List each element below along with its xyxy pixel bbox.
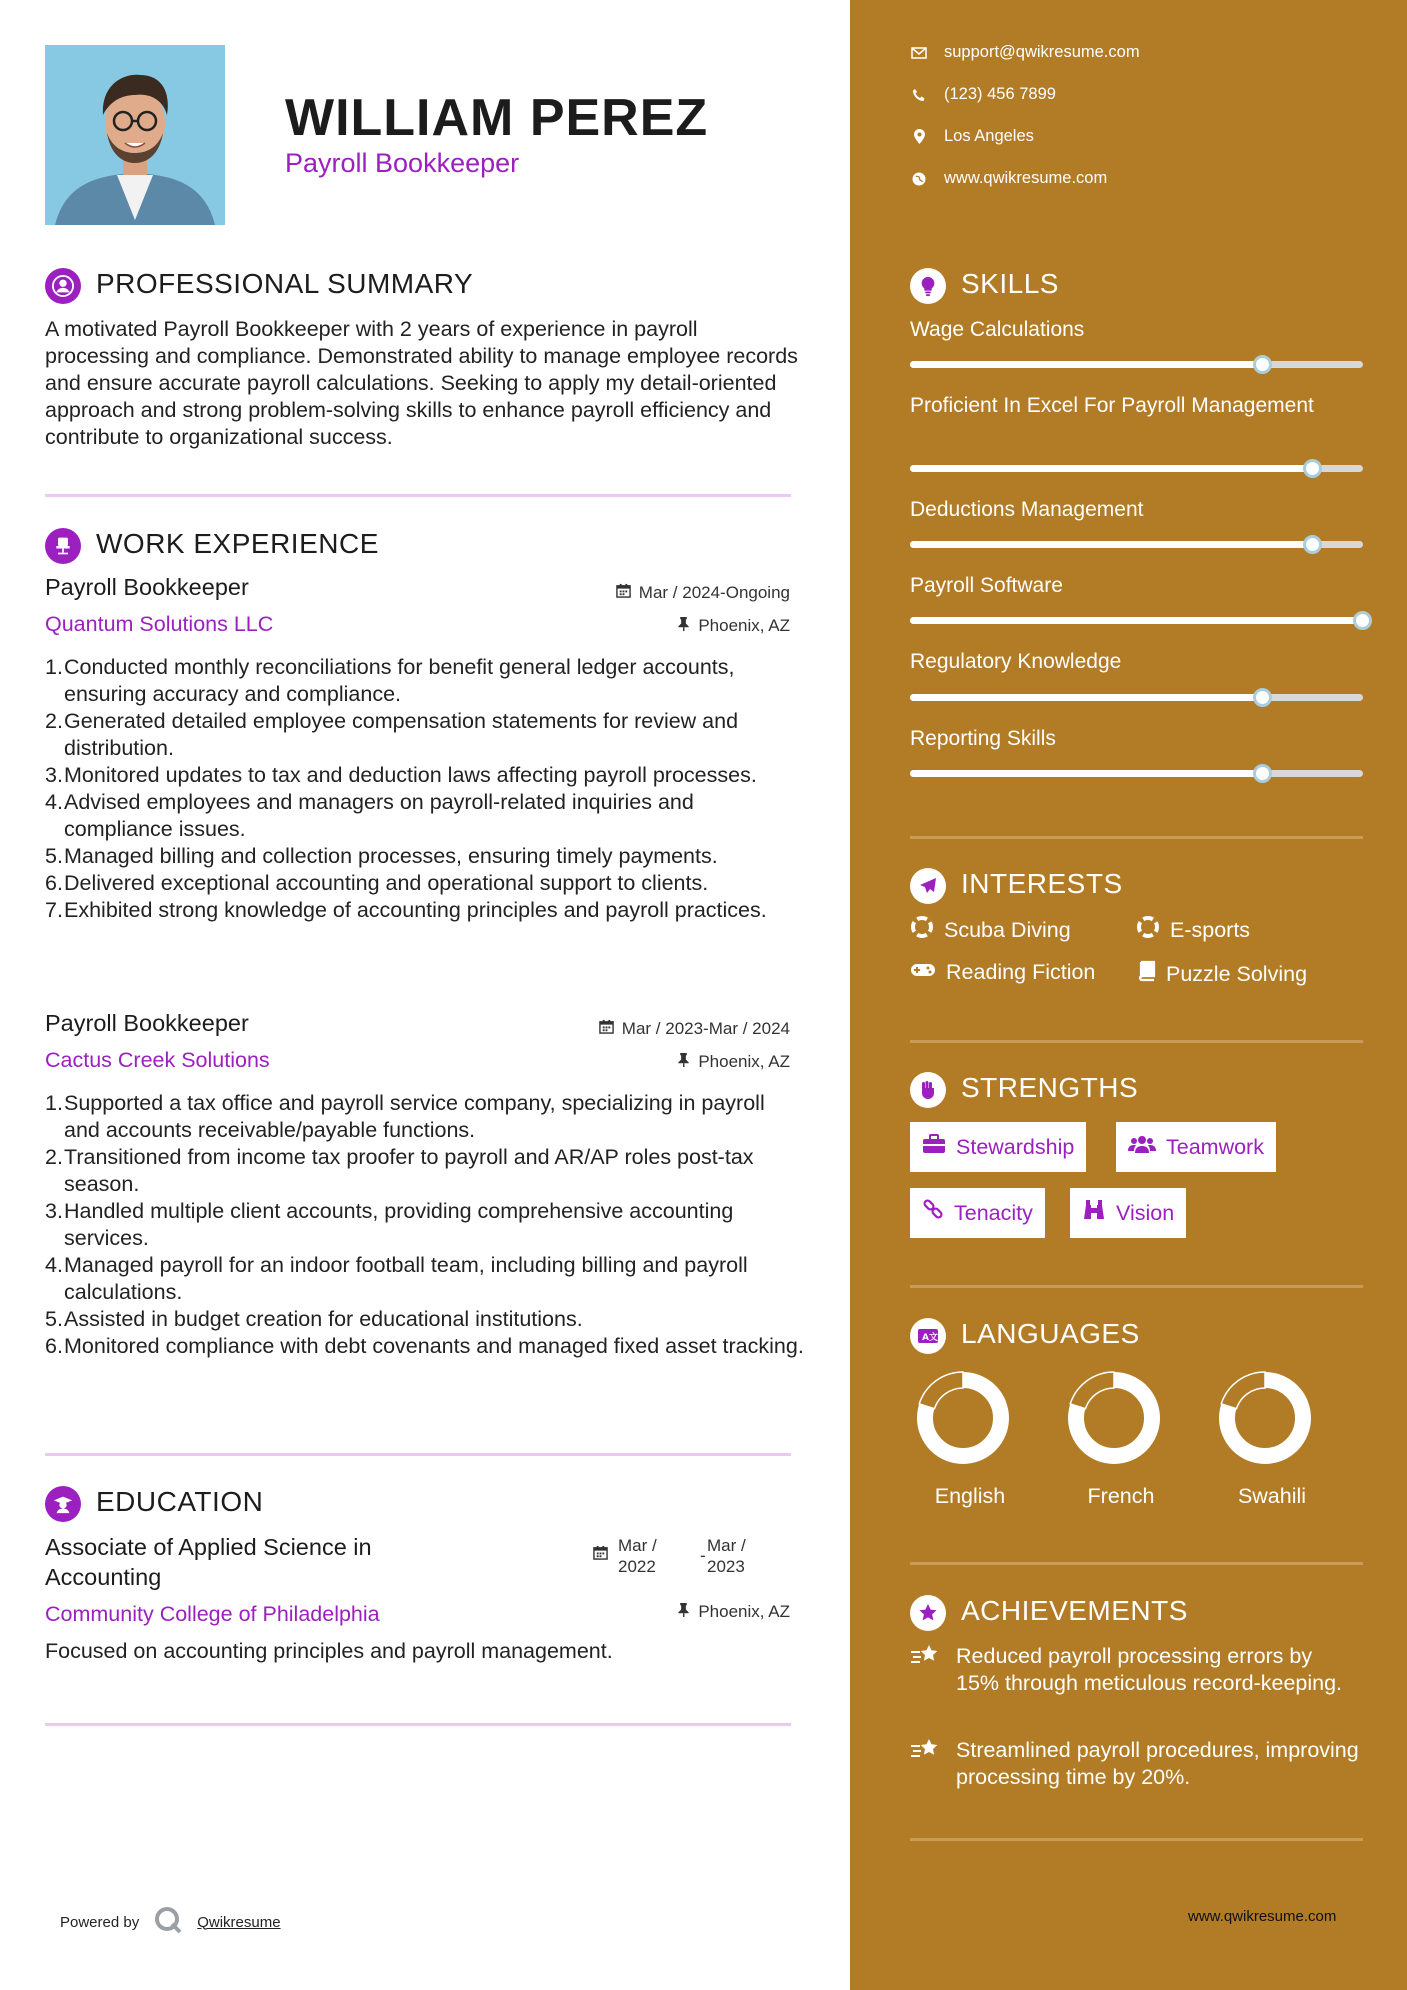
education-end-date: Mar / 2023: [707, 1536, 746, 1576]
language-ring: [1066, 1370, 1162, 1466]
language-icon: [910, 1318, 946, 1354]
achievements-heading: ACHIEVEMENTS: [961, 1595, 1188, 1626]
skill-level-knob: [1253, 688, 1272, 707]
achievement-item: Streamlined payroll procedures, improving processing time by 20%.: [910, 1737, 1360, 1791]
book-icon: [1136, 960, 1156, 988]
list-item: 6. Monitored compliance with debt covenants and managed fixed asset tracking.: [45, 1334, 804, 1358]
strength-badge: Tenacity: [910, 1188, 1045, 1238]
list-item: 6. Delivered exceptional accounting and operational support to clients.: [45, 871, 709, 895]
language-label: French: [1087, 1484, 1155, 1508]
svg-text:A: A: [922, 1333, 929, 1343]
users-icon: [1128, 1134, 1156, 1160]
language-ring: [915, 1370, 1011, 1466]
contact-website: www.qwikresume.com: [910, 169, 1107, 188]
list-item: 1. Conducted monthly reconciliations for benefit general ledger accounts, ensuring accuracy and compliance.: [45, 655, 735, 706]
job-role: Payroll Bookkeeper: [45, 1010, 249, 1036]
summary-heading: PROFESSIONAL SUMMARY: [96, 268, 474, 299]
list-item: 2. Generated detailed employee compensation statements for review and distribution.: [45, 709, 739, 760]
languages-heading: LANGUAGES: [961, 1318, 1140, 1349]
section-divider: [910, 836, 1363, 839]
job-company: Cactus Creek Solutions: [45, 1048, 270, 1072]
section-divider: [45, 494, 791, 497]
calendar-icon: [599, 1019, 614, 1039]
school-name: Community College of Philadelphia: [45, 1602, 380, 1626]
degree-name: Associate of Applied Science in Accounting: [45, 1534, 372, 1590]
svg-text:文: 文: [929, 1333, 939, 1343]
section-divider: [45, 1453, 791, 1456]
job-duties-list: [45, 1090, 805, 1360]
education-description: Focused on accounting principles and payroll management.: [45, 1639, 613, 1663]
calendar-icon: [593, 1545, 608, 1565]
graduate-icon: [45, 1486, 81, 1522]
language-ring: [1217, 1370, 1313, 1466]
list-item: 4. Advised employees and managers on payroll-related inquiries and compliance issues.: [45, 790, 694, 841]
language-ring-remaining: [919, 1372, 963, 1409]
strength-badge: Teamwork: [1116, 1122, 1276, 1172]
skill-bar: [910, 541, 1363, 548]
skill-level-knob: [1303, 459, 1322, 478]
interest-item: Scuba Diving: [910, 915, 1071, 945]
list-item: 5. Assisted in budget creation for educational institutions.: [45, 1307, 583, 1331]
briefcase-icon: [922, 1134, 946, 1160]
user-icon: [45, 268, 81, 304]
binoculars-icon: [1082, 1199, 1106, 1227]
list-item: 1. Supported a tax office and payroll service company, specializing in payroll and accounts receivable/payable functions.: [45, 1091, 765, 1142]
skill-level-knob: [1253, 764, 1272, 783]
candidate-name: WILLIAM PEREZ: [285, 89, 709, 147]
skill-label: Regulatory Knowledge: [910, 650, 1122, 673]
section-divider: [910, 1285, 1363, 1288]
gamepad-icon: [910, 960, 936, 985]
globe-icon: [910, 172, 928, 186]
pin-icon: [677, 1602, 690, 1622]
school-location: Phoenix, AZ: [677, 1602, 790, 1622]
section-divider: [45, 1723, 791, 1726]
pin-icon: [677, 616, 690, 636]
strengths-heading: STRENGTHS: [961, 1072, 1139, 1103]
list-item: 7. Exhibited strong knowledge of accounting principles and payroll practices.: [45, 898, 767, 922]
lightbulb-icon: [910, 268, 946, 304]
qwikresume-logo-icon: [153, 1905, 183, 1939]
education-start-date: Mar / 2022: [618, 1536, 657, 1576]
skill-bar: [910, 465, 1363, 472]
list-item: 3. Monitored updates to tax and deduction laws affecting payroll processes.: [45, 763, 757, 787]
powered-by: Powered by Qwikresume: [60, 1905, 281, 1939]
skill-bar: [910, 694, 1363, 701]
chair-icon: [45, 528, 81, 564]
section-divider: [910, 1040, 1363, 1043]
link-icon: [922, 1199, 944, 1227]
map-marker-icon: [910, 129, 928, 144]
skill-level-knob: [1353, 611, 1372, 630]
skill-level-knob: [1253, 355, 1272, 374]
star-badge-icon: [910, 1595, 946, 1631]
skill-bar: [910, 770, 1363, 777]
qwikresume-link[interactable]: Qwikresume: [197, 1913, 281, 1931]
contact-location: Los Angeles: [910, 127, 1034, 146]
skill-label: Reporting Skills: [910, 727, 1056, 750]
achievement-item: Reduced payroll processing errors by 15% through meticulous record-keeping.: [910, 1643, 1360, 1697]
skills-heading: SKILLS: [961, 268, 1059, 299]
strength-badge: Stewardship: [910, 1122, 1086, 1172]
job-location: Phoenix, AZ: [677, 1052, 790, 1072]
language-label: Swahili: [1237, 1484, 1307, 1508]
paper-plane-icon: [910, 868, 946, 904]
interests-heading: INTERESTS: [961, 868, 1123, 899]
list-item: 5. Managed billing and collection processes, ensuring timely payments.: [45, 844, 718, 868]
profile-photo: [45, 45, 225, 225]
job-company: Quantum Solutions LLC: [45, 612, 274, 636]
list-item: 3. Handled multiple client accounts, providing comprehensive accounting services.: [45, 1199, 734, 1250]
skill-label: Deductions Management: [910, 498, 1144, 521]
experience-heading: WORK EXPERIENCE: [96, 528, 379, 559]
lifebuoy-icon: [910, 915, 934, 945]
education-heading: EDUCATION: [96, 1486, 264, 1517]
job-dates: Mar / 2023-Mar / 2024: [599, 1019, 790, 1039]
phone-icon: [910, 88, 928, 102]
language-label: English: [934, 1484, 1006, 1508]
skill-bar: [910, 617, 1363, 624]
date-separator: -: [700, 1546, 706, 1565]
skill-level-knob: [1303, 535, 1322, 554]
strength-badge: Vision: [1070, 1188, 1186, 1238]
section-divider: [910, 1562, 1363, 1565]
shooting-star-icon: [910, 1643, 942, 1697]
list-item: 4. Managed payroll for an indoor football team, including billing and payroll calculations.: [45, 1253, 748, 1304]
skill-bar: [910, 361, 1363, 368]
skill-label: Proficient In Excel For Payroll Management: [910, 394, 1314, 417]
skill-label: Payroll Software: [910, 574, 1063, 597]
language-ring-remaining: [1221, 1372, 1265, 1409]
interest-item: E-sports: [1136, 915, 1250, 945]
job-role: Payroll Bookkeeper: [45, 574, 249, 600]
job-dates: Mar / 2024-Ongoing: [616, 583, 790, 603]
candidate-title: Payroll Bookkeeper: [285, 148, 520, 178]
interest-item: Puzzle Solving: [1136, 960, 1307, 988]
pin-icon: [677, 1052, 690, 1072]
job-location: Phoenix, AZ: [677, 616, 790, 636]
footer-website[interactable]: www.qwikresume.com: [1188, 1908, 1337, 1925]
language-ring-remaining: [1070, 1372, 1114, 1409]
list-item: 2. Transitioned from income tax proofer to payroll and AR/AP roles post-tax season.: [45, 1145, 754, 1196]
contact-email: support@qwikresume.com: [910, 43, 1140, 62]
job-duties-list: [45, 654, 805, 924]
shooting-star-icon: [910, 1737, 942, 1791]
interest-item: Reading Fiction: [910, 960, 1095, 985]
summary-text: A motivated Payroll Bookkeeper with 2 years of experience in payroll processing and compliance. Demonstrated ability to manage employee records and ensure accurate payroll calculations. Seeking to apply my detail-oriented approach and strong problem-solving skills to enhance payroll efficiency and contribute to organizational success.: [45, 317, 798, 449]
section-divider: [910, 1838, 1363, 1841]
lifebuoy-icon: [1136, 915, 1160, 945]
envelope-icon: [910, 47, 928, 59]
calendar-icon: [616, 583, 631, 603]
skill-label: Wage Calculations: [910, 318, 1085, 341]
contact-phone: (123) 456 7899: [910, 85, 1056, 104]
fist-icon: [910, 1072, 946, 1108]
